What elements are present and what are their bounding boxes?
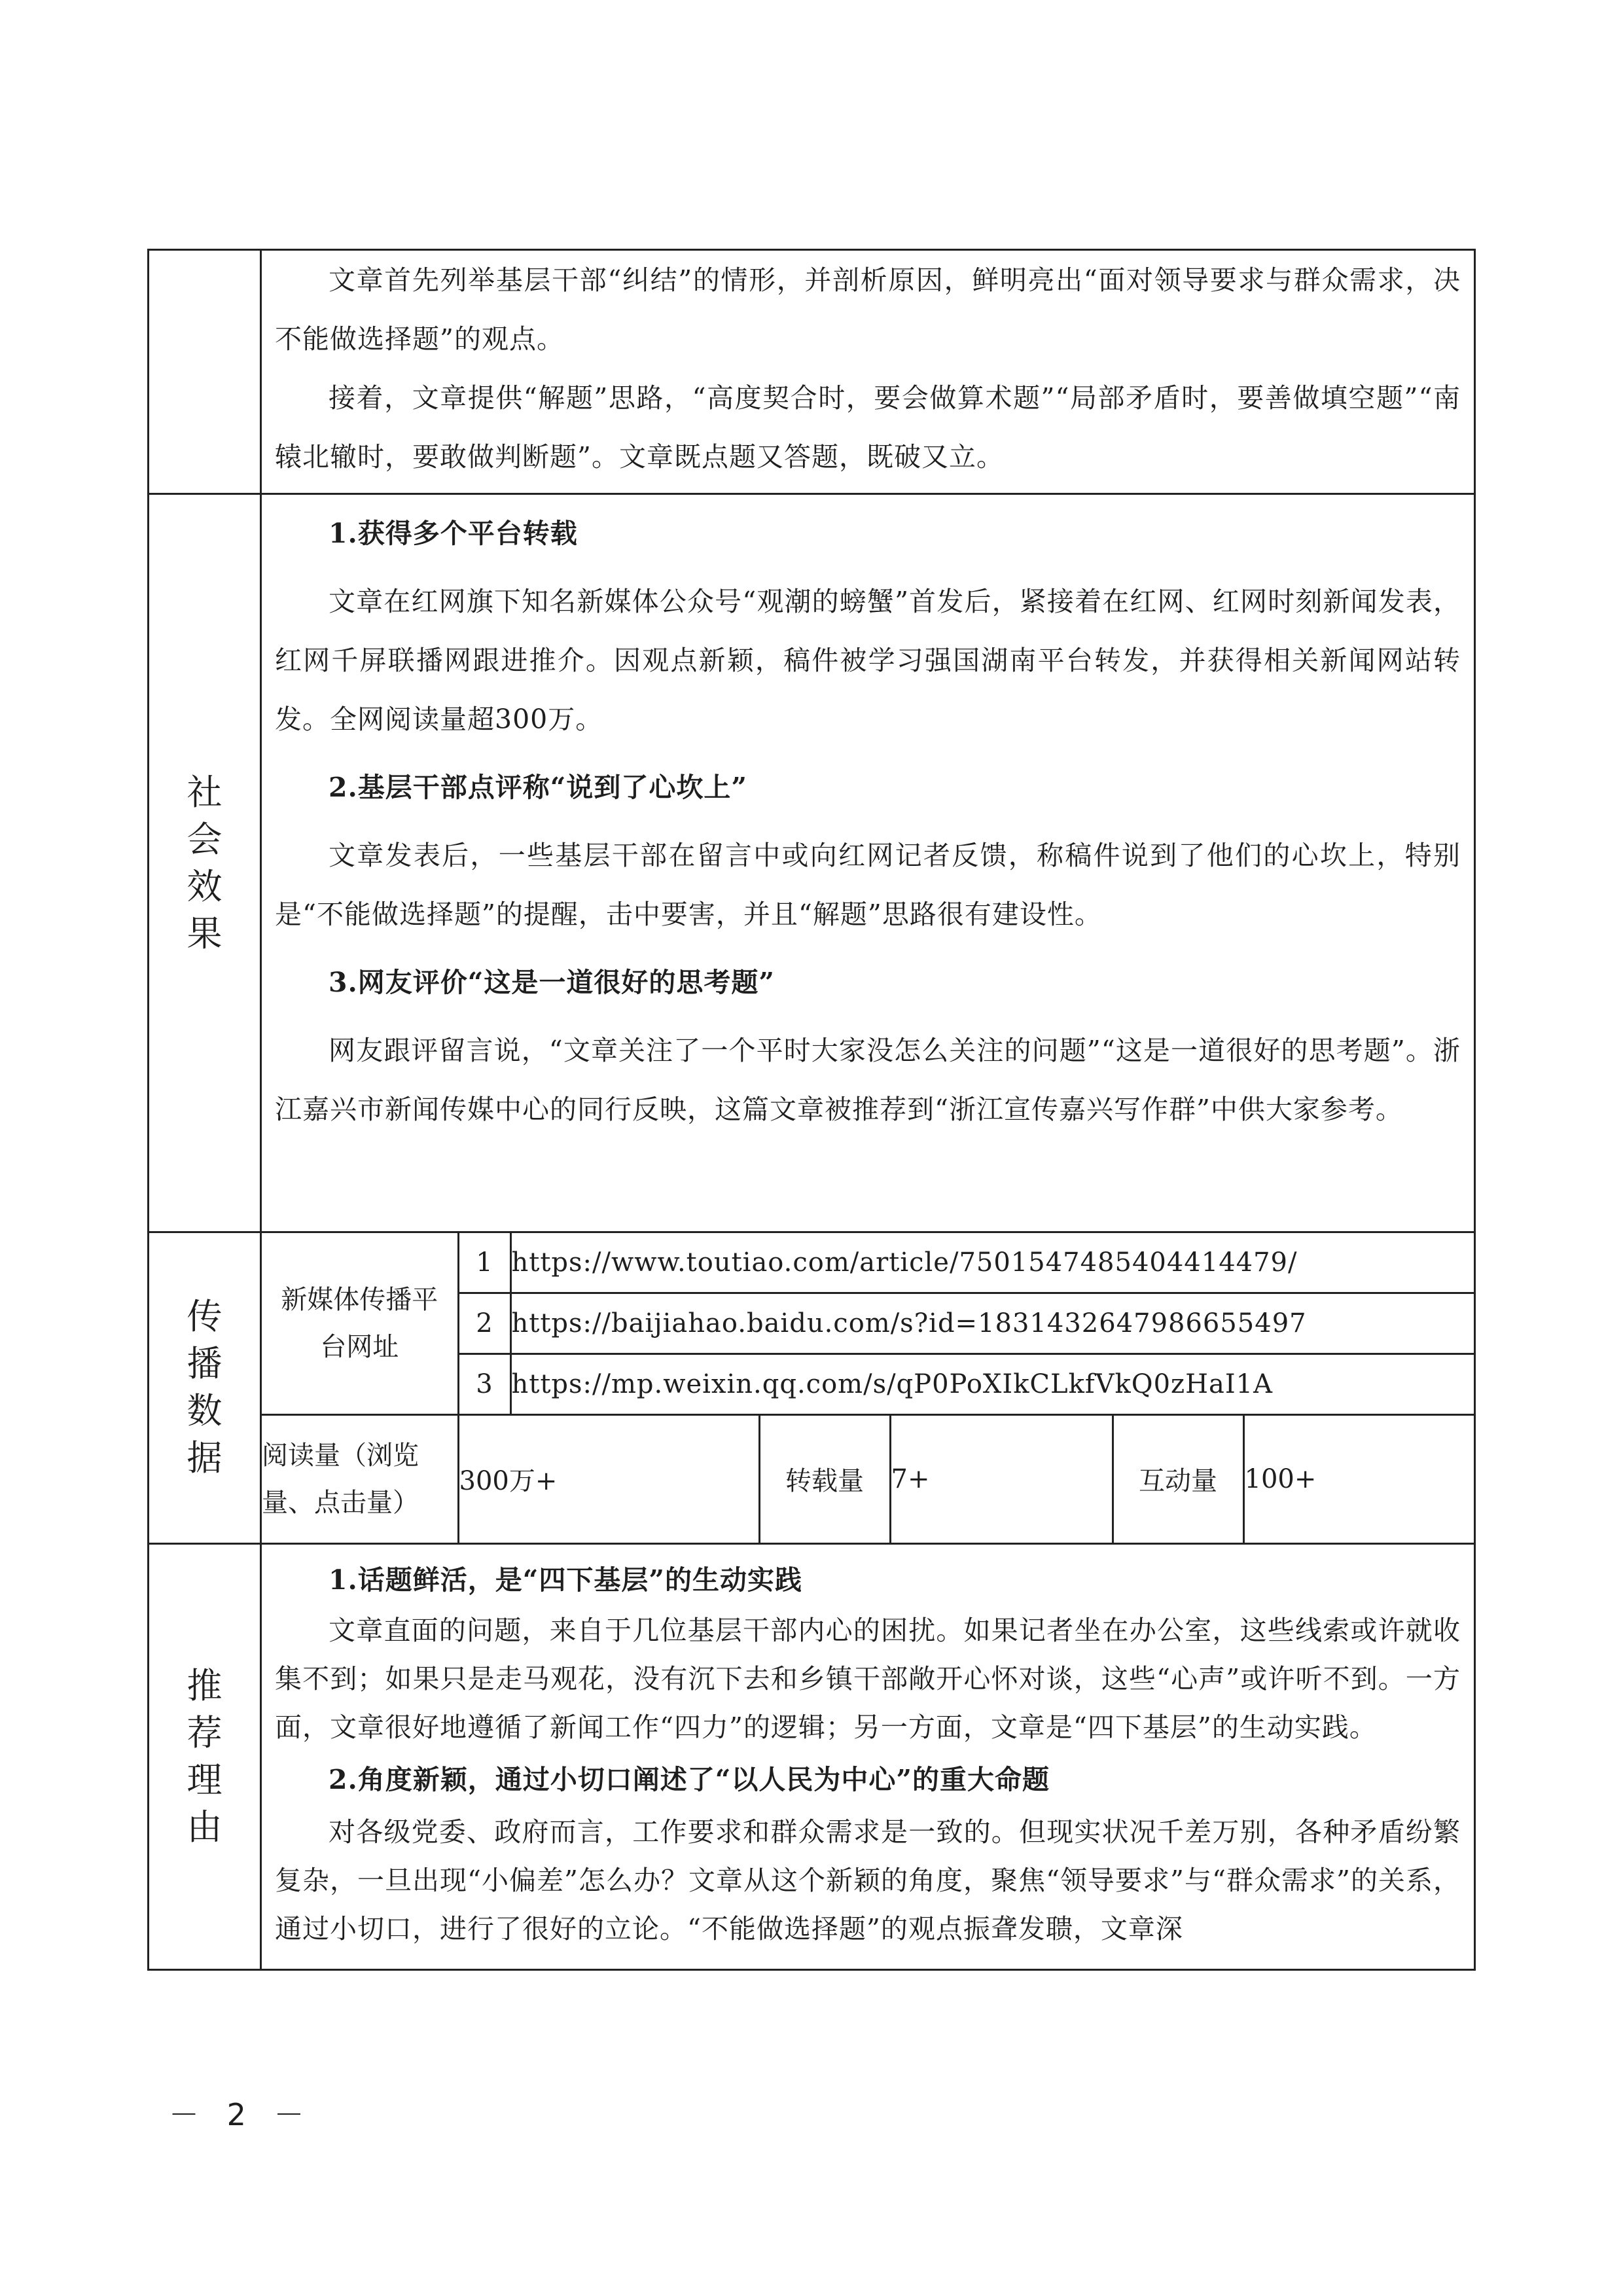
recommendation-label: 推荐理由 [187, 1664, 223, 1848]
interactions-value: 100+ [1243, 1415, 1474, 1543]
reads-label: 阅读量（浏览量、点击量） [262, 1440, 419, 1518]
social-effect-heading-1: 1.获得多个平台转载 [329, 518, 578, 549]
page-number: － 2 － [169, 2097, 313, 2132]
recommendation-heading-1: 1.话题鲜活，是“四下基层”的生动实践 [329, 1564, 802, 1596]
social-effect-text-3: 网友跟评留言说，“文章关注了一个平时大家没怎么关注的问题”“这是一道很好的思考题”。浙江嘉兴市新闻传媒中心的同行反映，这篇文章被推荐到“浙江宣传嘉兴写作群”中供大家参考。 [275, 1035, 1461, 1125]
social-effect-row [149, 494, 1475, 1232]
recommendation-heading-2: 2.角度新颖，通过小切口阐述了“以人民为中心”的重大命题 [329, 1763, 1050, 1795]
url-link-3[interactable]: https://mp.weixin.qq.com/s/qP0PoXIkCLkfVkQ0zHaI1A [510, 1354, 1474, 1415]
dissemination-label: 传播数据 [187, 1296, 223, 1479]
social-effect-text-1: 文章在红网旗下知名新媒体公众号“观潮的螃蟹”首发后，紧接着在红网、红网时刻新闻发表，红网千屏联播网跟进推介。因观点新颖，稿件被学习强国湖南平台转发，并获得相关新闻网站转发。全网阅读量超300万。 [275, 586, 1461, 735]
intro-content [261, 250, 1475, 494]
recommendation-content [261, 1543, 1475, 1969]
social-effect-heading-2: 2.基层干部点评称“说到了心坎上” [329, 772, 747, 803]
recommendation-text-1: 文章直面的问题，来自于几位基层干部内心的困扰。如果记者坐在办公室，这些线索或许就收集不到；如果只是走马观花，没有沉下去和乡镇干部敞开心怀对谈，这些“心声”或许听不到。一方面，文章很好地遵循了新闻工作“四力”的逻辑；另一方面，文章是“四下基层”的生动实践。 [275, 1614, 1461, 1743]
intro-row [149, 250, 1475, 494]
stats-row [262, 1415, 1474, 1543]
url-row-1 [262, 1233, 1474, 1293]
url-number-2: 2 [458, 1293, 510, 1354]
record-table [147, 249, 1476, 1971]
reads-label-cell [262, 1415, 458, 1543]
url-link-1[interactable]: https://www.toutiao.com/article/7501547485404414479/ [510, 1233, 1474, 1293]
social-effect-label-cell [149, 494, 261, 1232]
reposts-value: 7+ [890, 1415, 1113, 1543]
recommendation-label-cell [149, 1543, 261, 1969]
url-number-3: 3 [458, 1354, 510, 1415]
intro-paragraph-2: 接着，文章提供“解题”思路，“高度契合时，要会做算术题”“局部矛盾时，要善做填空题”“南辕北辙时，要敢做判断题”。文章既点题又答题，既破又立。 [275, 382, 1461, 473]
platform-label: 新媒体传播平台网址 [281, 1285, 438, 1362]
recommendation-text-2: 对各级党委、政府而言，工作要求和群众需求是一致的。但现实状况千差万别，各种矛盾纷繁复杂，一旦出现“小偏差”怎么办？文章从这个新颖的角度，聚焦“领导要求”与“群众需求”的关系，通过小切口，进行了很好的立论。“不能做选择题”的观点振聋发聩，文章深 [275, 1816, 1461, 1945]
reads-value: 300万+ [458, 1415, 759, 1543]
intro-label-cell [149, 250, 261, 494]
interactions-label: 互动量 [1113, 1415, 1243, 1543]
reposts-label: 转载量 [759, 1415, 890, 1543]
dissemination-table [262, 1233, 1474, 1543]
platform-label-cell [262, 1233, 458, 1415]
url-number-1: 1 [458, 1233, 510, 1293]
dissemination-label-cell [149, 1232, 261, 1544]
social-effect-content [261, 494, 1475, 1232]
social-effect-label: 社会效果 [187, 771, 223, 954]
dissemination-row [149, 1232, 1475, 1544]
intro-paragraph-1: 文章首先列举基层干部“纠结”的情形，并剖析原因，鲜明亮出“面对领导要求与群众需求，决不能做选择题”的观点。 [275, 264, 1461, 355]
dissemination-content [261, 1232, 1475, 1544]
recommendation-row [149, 1543, 1475, 1969]
social-effect-heading-3: 3.网友评价“这是一道很好的思考题” [329, 967, 775, 998]
url-link-2[interactable]: https://baijiahao.baidu.com/s?id=1831432647986655497 [510, 1293, 1474, 1354]
social-effect-text-2: 文章发表后，一些基层干部在留言中或向红网记者反馈，称稿件说到了他们的心坎上，特别是“不能做选择题”的提醒，击中要害，并且“解题”思路很有建设性。 [275, 840, 1461, 930]
